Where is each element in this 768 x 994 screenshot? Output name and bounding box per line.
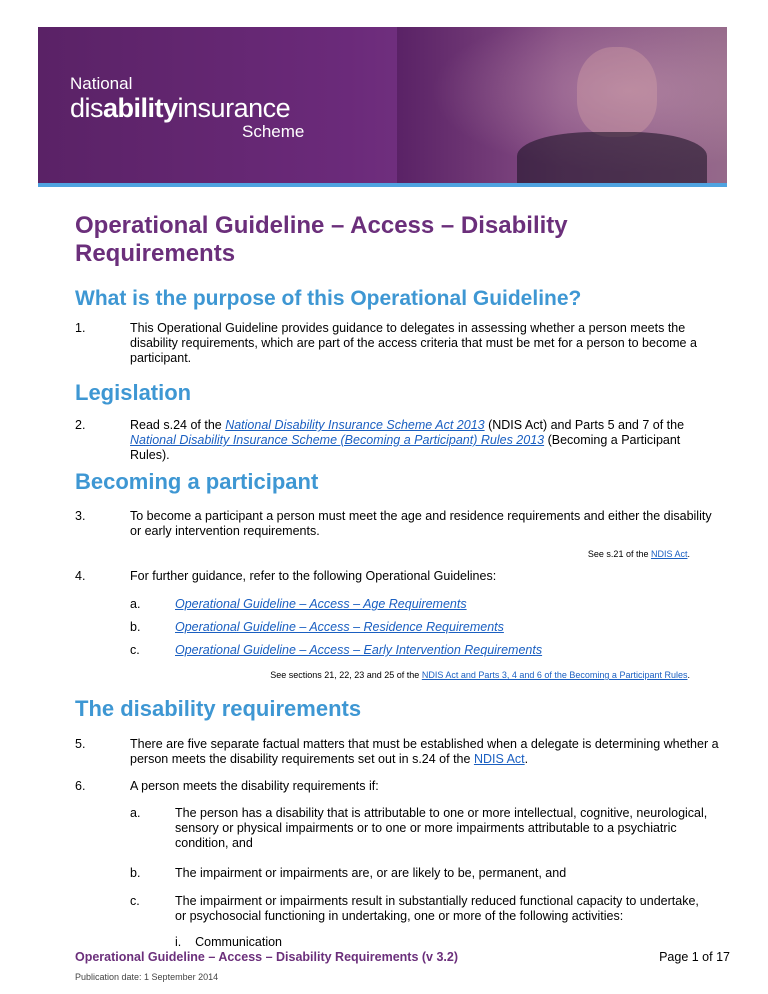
heading-becoming-participant: Becoming a participant bbox=[75, 469, 319, 494]
paragraph-text bbox=[130, 737, 720, 767]
sub-item-text: Communication bbox=[195, 935, 282, 949]
text-run: . bbox=[687, 549, 690, 559]
item-number: c. bbox=[130, 894, 140, 908]
paragraph-text: For further guidance, refer to the following Operational Guidelines: bbox=[130, 569, 497, 583]
list-item-functional-capacity bbox=[130, 894, 700, 926]
text-run: (Becoming a Participant Rules). bbox=[130, 433, 681, 462]
heading-purpose: What is the purpose of this Operational Guideline? bbox=[75, 287, 582, 310]
paragraph-text: A person meets the disability requirements if: bbox=[130, 779, 379, 793]
item-number: b. bbox=[130, 866, 141, 880]
item-number: a. bbox=[130, 806, 141, 820]
heading-disability-requirements: The disability requirements bbox=[75, 696, 362, 721]
item-number: c. bbox=[130, 643, 140, 657]
link-residence-requirements[interactable]: Operational Guideline – Access – Residence Requirements bbox=[175, 620, 504, 634]
item-number: a. bbox=[130, 597, 141, 611]
paragraph-number: 4. bbox=[75, 569, 86, 583]
paragraph-6 bbox=[75, 779, 695, 795]
ndis-logo bbox=[70, 75, 304, 141]
paragraph-text: To become a participant a person must meet the age and residence requirements and either the disability or early intervention requirements. bbox=[130, 509, 712, 538]
item-text: The impairment or impairments are, or are likely to be, permanent, and bbox=[175, 866, 567, 880]
paragraph-3 bbox=[75, 509, 712, 541]
list-item-permanent bbox=[130, 866, 700, 882]
paragraph-text: This Operational Guideline provides guidance to delegates in assessing whether a person meets the disability requirements, which are part of the access criteria that must be met for a person to become a participant. bbox=[130, 321, 697, 365]
footer-title: Operational Guideline – Access – Disability Requirements (v 3.2) bbox=[75, 950, 459, 964]
paragraph-1 bbox=[75, 321, 695, 369]
text-run: . bbox=[687, 670, 690, 680]
banner-accent-strip bbox=[38, 183, 727, 187]
logo-line-scheme: Scheme bbox=[242, 122, 305, 141]
list-item-disability bbox=[130, 806, 708, 854]
item-text: The impairment or impairments result in substantially reduced functional capacity to undertake, or psychosocial functioning in undertaking, one or more of the following activities: bbox=[175, 894, 699, 923]
text-run: See sections 21, 22, 23 and 25 of the bbox=[270, 670, 422, 680]
logo-dis: dis bbox=[70, 93, 104, 123]
text-run: Read s.24 of the bbox=[130, 418, 226, 432]
list-item-residence bbox=[130, 620, 700, 636]
logo-ability: ability bbox=[103, 93, 178, 123]
paragraph-text bbox=[130, 418, 720, 463]
logo-line-national: National bbox=[70, 74, 133, 93]
paragraph-number: 1. bbox=[75, 321, 86, 335]
link-becoming-participant-rules[interactable]: National Disability Insurance Scheme (Becoming a Participant) Rules 2013 bbox=[130, 433, 545, 447]
link-act-and-rules[interactable]: NDIS Act and Parts 3, 4 and 6 of the Becoming a Participant Rules bbox=[421, 670, 688, 680]
link-age-requirements[interactable]: Operational Guideline – Access – Age Requirements bbox=[175, 597, 467, 611]
item-number: b. bbox=[130, 620, 141, 634]
link-ndis-act[interactable]: National Disability Insurance Scheme Act 2013 bbox=[225, 418, 485, 432]
banner-person-figure bbox=[577, 47, 657, 137]
text-run: See s.21 of the bbox=[587, 549, 651, 559]
paragraph-5 bbox=[75, 737, 719, 769]
logo-line-main bbox=[70, 93, 304, 123]
list-item-age bbox=[130, 597, 700, 613]
footer-publication-date: Publication date: 1 September 2014 bbox=[75, 972, 219, 982]
paragraph-4 bbox=[75, 569, 695, 585]
paragraph-number: 2. bbox=[75, 418, 86, 432]
sub-item-communication bbox=[130, 935, 700, 950]
text-run: There are five separate factual matters that must be established when a delegate is determining whether a person meets the disability requirements set out in s.24 of the bbox=[130, 737, 719, 766]
paragraph-number: 3. bbox=[75, 509, 86, 523]
footer-page-number: Page 1 of 17 bbox=[659, 950, 730, 964]
banner-person-shirt bbox=[517, 132, 707, 187]
paragraph-2 bbox=[75, 418, 695, 466]
sub-item-content bbox=[175, 935, 710, 950]
link-early-intervention-requirements[interactable]: Operational Guideline – Access – Early Intervention Requirements bbox=[175, 643, 543, 657]
list-item-early-intervention bbox=[130, 643, 700, 659]
header-banner bbox=[38, 27, 727, 187]
link-ndis-act-s24[interactable]: NDIS Act bbox=[473, 752, 525, 766]
text-run: . bbox=[524, 752, 529, 766]
link-ndis-act-ref[interactable]: NDIS Act bbox=[650, 549, 688, 559]
paragraph-number: 6. bbox=[75, 779, 86, 793]
logo-insurance: insurance bbox=[177, 93, 291, 123]
reference-note-1 bbox=[588, 549, 690, 560]
heading-legislation: Legislation bbox=[75, 380, 192, 405]
item-text: The person has a disability that is attributable to one or more intellectual, cognitive, neurological, sensory or physical impairments or to one or more impairments attributable to a psychiatric condition, and bbox=[175, 806, 708, 850]
reference-note-2 bbox=[270, 670, 690, 681]
paragraph-number: 5. bbox=[75, 737, 86, 751]
document-title: Operational Guideline – Access – Disability Requirements bbox=[75, 212, 568, 267]
text-run: (NDIS Act) and Parts 5 and 7 of the bbox=[484, 418, 685, 432]
sub-item-number: i. bbox=[175, 935, 182, 949]
